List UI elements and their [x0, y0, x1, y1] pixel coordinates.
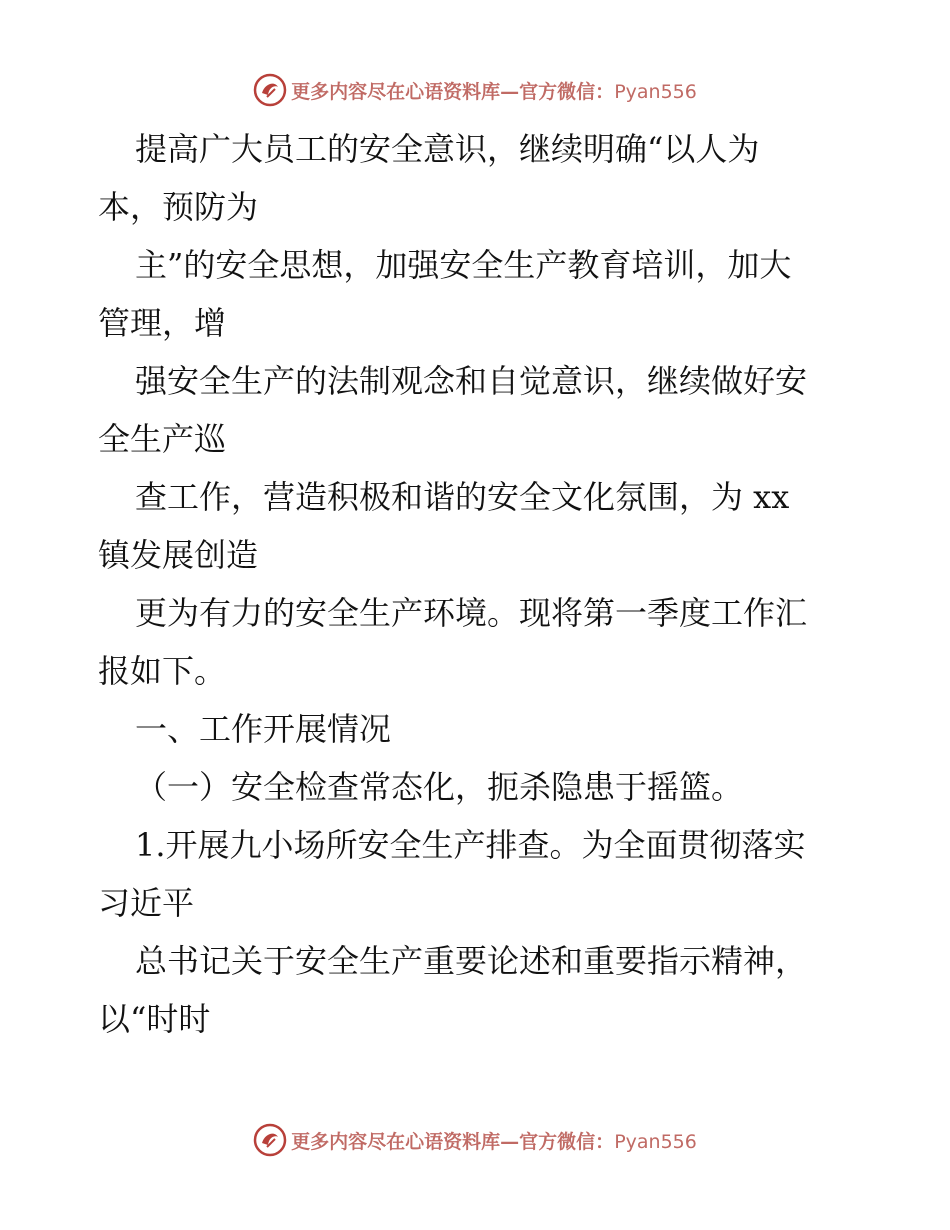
text-line: 本，预防为	[98, 188, 259, 226]
text-line: 总书记关于安全生产重要论述和重要指示精神，	[135, 942, 808, 980]
footer-watermark	[0, 1120, 950, 1160]
rose-logo-icon	[253, 1123, 287, 1157]
text-line: 报如下。	[98, 652, 227, 690]
rose-logo-icon	[253, 73, 287, 107]
text-line: 以“时时	[98, 1000, 211, 1038]
text-line: 提高广大员工的安全意识，继续明确“以人为	[135, 130, 760, 168]
header-watermark	[0, 70, 950, 110]
text-line: 1.开展九小场所安全生产排查。为全面贯彻落实	[135, 826, 806, 864]
text-line: 全生产巡	[98, 420, 227, 458]
text-line: 主”的安全思想，加强安全生产教育培训，加大	[135, 246, 792, 284]
document-body	[98, 120, 858, 1048]
section-heading: 一、工作开展情况	[135, 710, 392, 748]
text-line: 习近平	[98, 884, 195, 922]
text-line: 镇发展创造	[98, 536, 259, 574]
text-line: 查工作，营造积极和谐的安全文化氛围，为 xx	[135, 478, 790, 516]
text-line: 强安全生产的法制观念和自觉意识，继续做好安	[135, 362, 808, 400]
subsection-heading: （一）安全检查常态化，扼杀隐患于摇篮。	[135, 768, 744, 806]
text-line: 管理，增	[98, 304, 227, 342]
watermark-text: 更多内容尽在心语资料库—官方微信：Pyan556	[291, 80, 697, 103]
text-line: 更为有力的安全生产环境。现将第一季度工作汇	[135, 594, 808, 632]
watermark-text: 更多内容尽在心语资料库—官方微信：Pyan556	[291, 1130, 697, 1153]
